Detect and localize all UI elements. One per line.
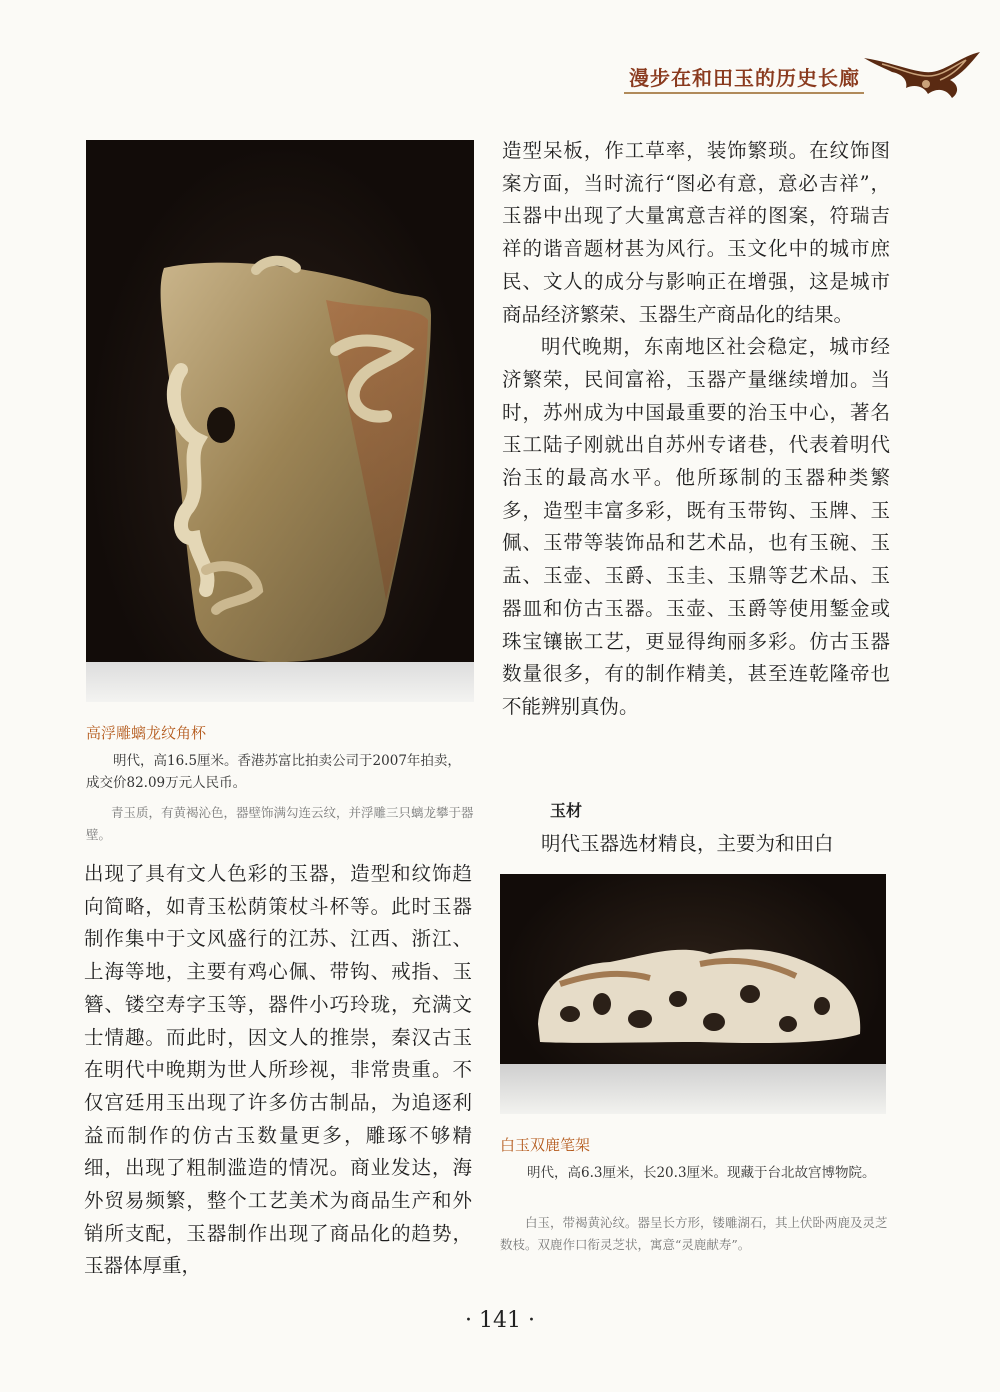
page-number: · 141 ·	[465, 1308, 535, 1333]
running-header-title: 漫步在和田玉的历史长廊	[629, 66, 860, 90]
figure2-title: 白玉双鹿笔架	[500, 1136, 591, 1154]
left-column-text: 出现了具有文人色彩的玉器，造型和纹饰趋向简略，如青玉松荫策杖斗杯等。此时玉器制作集中于文风盛行的江苏、江西、浙江、上海等地，主要有鸡心佩、带钩、戒指、玉簪、镂空寿字玉等，器件小巧玲珑，充满文士情趣。而此时，因文人的推崇，秦汉古玉在明代中晚期为世人所珍视，非常贵重。不仅宫廷用玉出现了许多仿古制品，为追逐利益而制作的仿古玉数量更多，雕琢不够精细，出现了粗制滥造的情况。商业发达，海外贸易频繁，整个工艺美术为商品生产和外销所支配，玉器制作出现了商品化的趋势，玉器体厚重，	[84, 862, 472, 1278]
figure1-title: 高浮雕螭龙纹角杯	[86, 724, 207, 742]
figure2-description: 白玉，带褐黄沁纹。器呈长方形，镂雕湖石，其上伏卧两鹿及灵芝数枝。双鹿作口衔灵芝状，寓意“灵鹿献寿”。	[500, 1215, 888, 1252]
photo-backdrop-floor	[500, 1064, 886, 1114]
header-rule	[624, 92, 864, 94]
photo-backdrop-floor	[86, 662, 474, 702]
jade-horn-cup-photo	[86, 140, 474, 702]
figure1-meta: 明代，高16.5厘米。香港苏富比拍卖公司于2007年拍卖，成交价82.09万元人民币。	[86, 753, 461, 791]
right-paragraph-2: 明代晚期，东南地区社会稳定，城市经济繁荣，民间富裕，玉器产量继续增加。当时，苏州成为中国最重要的治玉中心，著名玉工陆子刚就出自苏州专诸巷，代表着明代治玉的最高水平。他所琢制的玉器种类繁多，造型丰富多彩，既有玉带钩、玉牌、玉佩、玉带等装饰品和艺术品，也有玉碗、玉盂、玉壶、玉爵、玉圭、玉鼎等艺术品、玉器皿和仿古玉器。玉壶、玉爵等使用錾金或珠宝镶嵌工艺，更显得绚丽多彩。仿古玉器数量很多，有的制作精美，甚至连乾隆帝也不能辨别真伪。	[502, 335, 890, 718]
section-subhead-jade-material: 玉材	[550, 801, 583, 820]
figure1-description: 青玉质，有黄褐沁色，器壁饰满勾连云纹，并浮雕三只螭龙攀于器壁。	[86, 805, 474, 842]
right-paragraph-1: 造型呆板，作工草率，装饰繁琐。在纹饰图案方面，当时流行“图必有意，意必吉祥”，玉器中出现了大量寓意吉祥的图案，符瑞吉祥的谐音题材甚为风行。玉文化中的城市庶民、文人的成分与影响正在增强，这是城市商品经济繁荣、玉器生产商品化的结果。	[502, 139, 890, 326]
deer-brush-rest-photo	[500, 874, 886, 1114]
right-paragraph-3: 明代玉器选材精良，主要为和田白	[541, 832, 834, 855]
figure2-meta: 明代，高6.3厘米，长20.3厘米。现藏于台北故宫博物院。	[527, 1165, 876, 1181]
right-column-text	[502, 135, 890, 724]
horn-cup-image	[86, 140, 474, 702]
cloud-ornament-icon	[862, 44, 982, 104]
